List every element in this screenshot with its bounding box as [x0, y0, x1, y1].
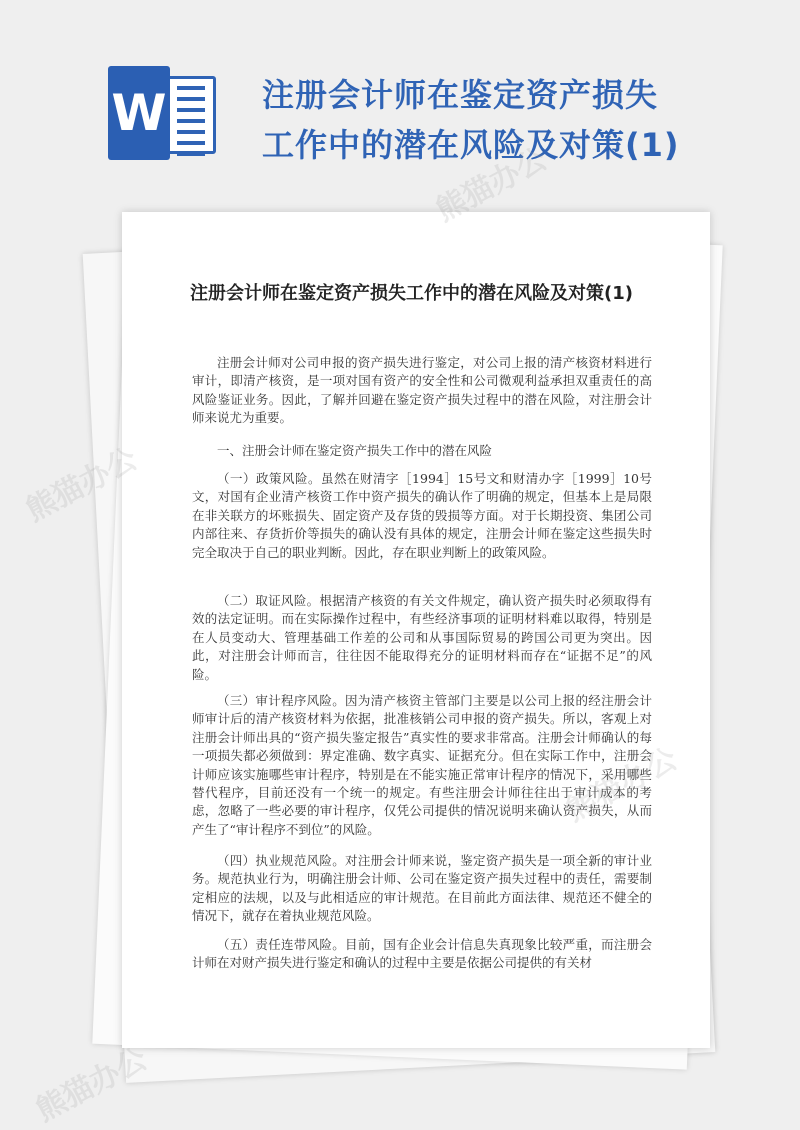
watermark: 熊猫办公: [20, 441, 143, 529]
body-paragraph: （五）责任连带风险。目前，国有企业会计信息失真现象比较严重，而注册会计师在对财产损失进行鉴定和确认的过程中主要是依据公司提供的有关材: [192, 937, 652, 971]
page-title: 注册会计师在鉴定资产损失工作中的潜在风险及对策(1): [262, 76, 680, 164]
watermark: 熊猫办公: [430, 141, 553, 229]
document-page: [122, 212, 710, 1048]
document-title: 注册会计师在鉴定资产损失工作中的潜在风险及对策(1): [190, 283, 633, 304]
page-header: [0, 0, 800, 210]
body-paragraph: （二）取证风险。根据清产核资的有关文件规定，确认资产损失时必须取得有效的法定证明。而在实际操作过程中，有些经济事项的证明材料难以取得，特别是在人员变动大、管理基础工作差的公司和从事国际贸易的跨国公司更为突出。因此，对注册会计师而言，往往因不能取得充分的证明材料而存在“证据不足”的风险。: [192, 593, 652, 682]
word-letter-badge: W: [108, 66, 170, 160]
watermark: 熊猫办公: [30, 1041, 153, 1129]
body-paragraph: （一）政策风险。虽然在财清字［1994］15号文和财清办字［1999］10号文，对国有企业清产核资工作中资产损失的确认作了明确的规定，但基本上是局限在非关联方的坏账损失、固定资产及存货的毁损等方面。对于长期投资、集团公司内部往来、存货折价等损失的确认没有具体的规定，注册会计师在鉴定这些损失时完全取决于自己的职业判断。因此，存在职业判断上的政策风险。: [192, 471, 652, 560]
section-heading: 一、注册会计师在鉴定资产损失工作中的潜在风险: [217, 443, 493, 458]
word-document-icon: [108, 66, 218, 160]
body-paragraph: （三）审计程序风险。因为清产核资主管部门主要是以公司上报的经注册会计师审计后的清产核资材料为依据，批准核销公司申报的资产损失。所以，客观上对注册会计师出具的“资产损失鉴定报告”真实性的要求非常高。注册会计师确认的每一项损失都必须做到：界定准确、数字真实、证据充分。但在实际工作中，注册会计师应该实施哪些审计程序，特别是在不能实施正常审计程序的情况下，采用哪些替代程序，目前还没有一个统一的规定。有些注册会计师往往出于审计成本的考虑，忽略了一些必要的审计程序，仅凭公司提供的情况说明来确认资产损失，从而产生了“审计程序不到位”的风险。: [192, 693, 652, 837]
body-paragraph: （四）执业规范风险。对注册会计师来说，鉴定资产损失是一项全新的审计业务。规范执业行为，明确注册会计师、公司在鉴定资产损失过程中的责任，需要制定相应的法规，以及与此相适应的审计规范。在目前此方面法律、规范还不健全的情况下，就存在着执业规范风险。: [192, 853, 652, 924]
intro-paragraph: 注册会计师对公司申报的资产损失进行鉴定，对公司上报的清产核资材料进行审计，即清产核资，是一项对国有资产的安全性和公司微观利益承担双重责任的高风险鉴证业务。因此，了解并回避在鉴定资产损失过程中的潜在风险，对注册会计师来说尤为重要。: [192, 355, 652, 426]
